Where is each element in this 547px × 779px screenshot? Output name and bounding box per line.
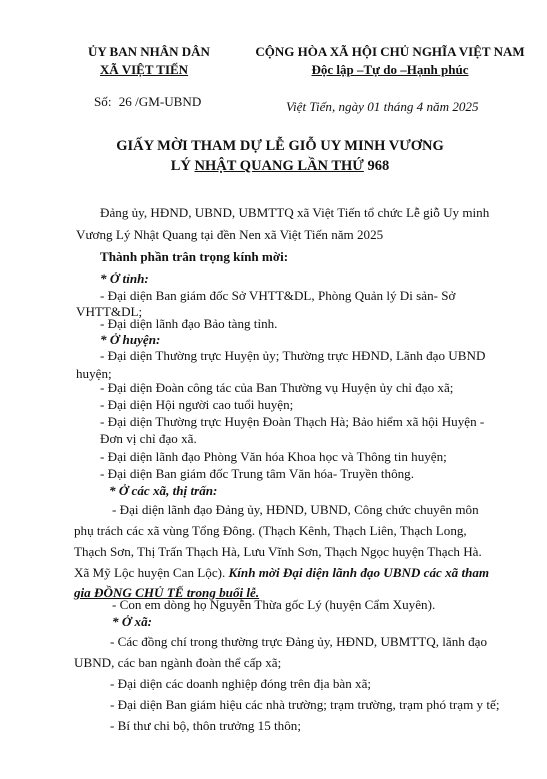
province-heading: * Ở tỉnh: — [100, 271, 149, 286]
communes-line3: Thạch Sơn, Thị Trấn Thạch Hà, Lưu Vĩnh Sơn, Thạch Ngọc huyện Thạch Hà. — [74, 544, 482, 559]
district-item4-line2: Đơn vị chỉ đạo xã. — [100, 431, 197, 446]
intro-line1: Đảng ủy, HĐND, UBND, UBMTTQ xã Việt Tiến tổ chức Lễ giỗ Uy minh — [100, 205, 490, 220]
district-item5: - Đại diện lãnh đạo Phòng Văn hóa Khoa học và Thông tin huyện; — [100, 449, 447, 464]
document-title-line1: GIẤY MỜI THAM DỰ LỄ GIỖ UY MINH VƯƠNG — [116, 138, 444, 154]
district-item1-line2: huyện; — [76, 366, 112, 381]
province-item1-line1: - Đại diện Ban giám đốc Sở VHTT&DL, Phòng Quản lý Di sản- Sở — [100, 288, 456, 303]
title-post: 968 — [363, 158, 390, 174]
invite-heading: Thành phần trân trọng kính mời: — [100, 249, 289, 264]
document-title-line2 — [60, 158, 500, 175]
communes-line4-bold: Kính mời Đại diện lãnh đạo UBND các xã tham — [225, 565, 490, 580]
communes-line4-plain: Xã Mỹ Lộc huyện Can Lộc). — [74, 565, 226, 580]
commune-heading: * Ở xã: — [112, 614, 153, 629]
commune-item3: - Đại diện Ban giám hiệu các nhà trường; trạm trường, trạm phó trạm y tế; — [110, 697, 500, 712]
commune-item1-line2: UBND, các ban ngành đoàn thể cấp xã; — [74, 655, 282, 670]
province-item2: - Đại diện lãnh đạo Bảo tàng tỉnh. — [100, 316, 278, 331]
communes-heading: * Ở các xã, thị trấn: — [109, 483, 218, 498]
intro-line2: Vương Lý Nhật Quang tại đền Nen xã Việt Tiến năm 2025 — [76, 227, 384, 242]
communes-line5-text: gia ĐỒNG CHỦ TẾ trong buổi lễ. — [74, 585, 260, 600]
title-under: NHẬT QUANG LẦN THỨ — [194, 158, 364, 174]
number-prefix: Số: — [94, 94, 112, 109]
communes-line1: - Đại diện lãnh đạo Đảng ủy, HĐND, UBND, Công chức chuyên môn — [112, 502, 479, 517]
province-item1-line2: VHTT&DL; — [76, 304, 143, 319]
communes-line2: phụ trách các xã vùng Tổng Đông. (Thạch Kênh, Thạch Liên, Thạch Long, — [74, 523, 467, 538]
commune-item2: - Đại diện các doanh nghiệp đóng trên địa bàn xã; — [110, 676, 372, 691]
national-motto-text: Độc lập –Tự do –Hạnh phúc — [311, 62, 469, 77]
district-item4-line1: - Đại diện Thường trực Huyện Đoàn Thạch Hà; Bảo hiểm xã hội Huyện - — [100, 414, 485, 429]
communes-item2: - Con em dòng họ Nguyễn Thừa gốc Lý (huyện Cẩm Xuyên). — [112, 597, 436, 612]
national-motto — [250, 62, 530, 78]
document-number — [94, 94, 201, 110]
district-item3: - Đại diện Hội người cao tuổi huyện; — [100, 397, 294, 412]
agency-name: ỦY BAN NHÂN DÂN — [88, 44, 210, 59]
commune-item4: - Bí thư chi bộ, thôn trưởng 15 thôn; — [110, 718, 301, 733]
number-value: 26 — [118, 94, 132, 109]
commune-name — [88, 62, 200, 78]
district-heading: * Ở huyện: — [100, 332, 161, 347]
commune-name-text: XÃ VIỆT TIẾN — [99, 62, 189, 77]
title-pre: LÝ — [170, 158, 195, 174]
district-item6: - Đại diện Ban giám đốc Trung tâm Văn hóa- Truyền thông. — [100, 466, 414, 481]
commune-item1-line1: - Các đồng chí trong thường trực Đảng ủy, HĐND, UBMTTQ, lãnh đạo — [110, 634, 488, 649]
document-date: Việt Tiến, ngày 01 tháng 4 năm 2025 — [286, 99, 479, 114]
district-item2: - Đại diện Đoàn công tác của Ban Thường vụ Huyện ủy chỉ đạo xã; — [100, 380, 454, 395]
communes-line4 — [74, 565, 489, 581]
district-item1-line1: - Đại diện Thường trực Huyện ủy; Thường trực HĐND, Lãnh đạo UBND — [100, 348, 486, 363]
national-title: CỘNG HÒA XÃ HỘI CHỦ NGHĨA VIỆT NAM — [255, 44, 525, 59]
number-suffix: /GM-UBND — [135, 94, 202, 109]
